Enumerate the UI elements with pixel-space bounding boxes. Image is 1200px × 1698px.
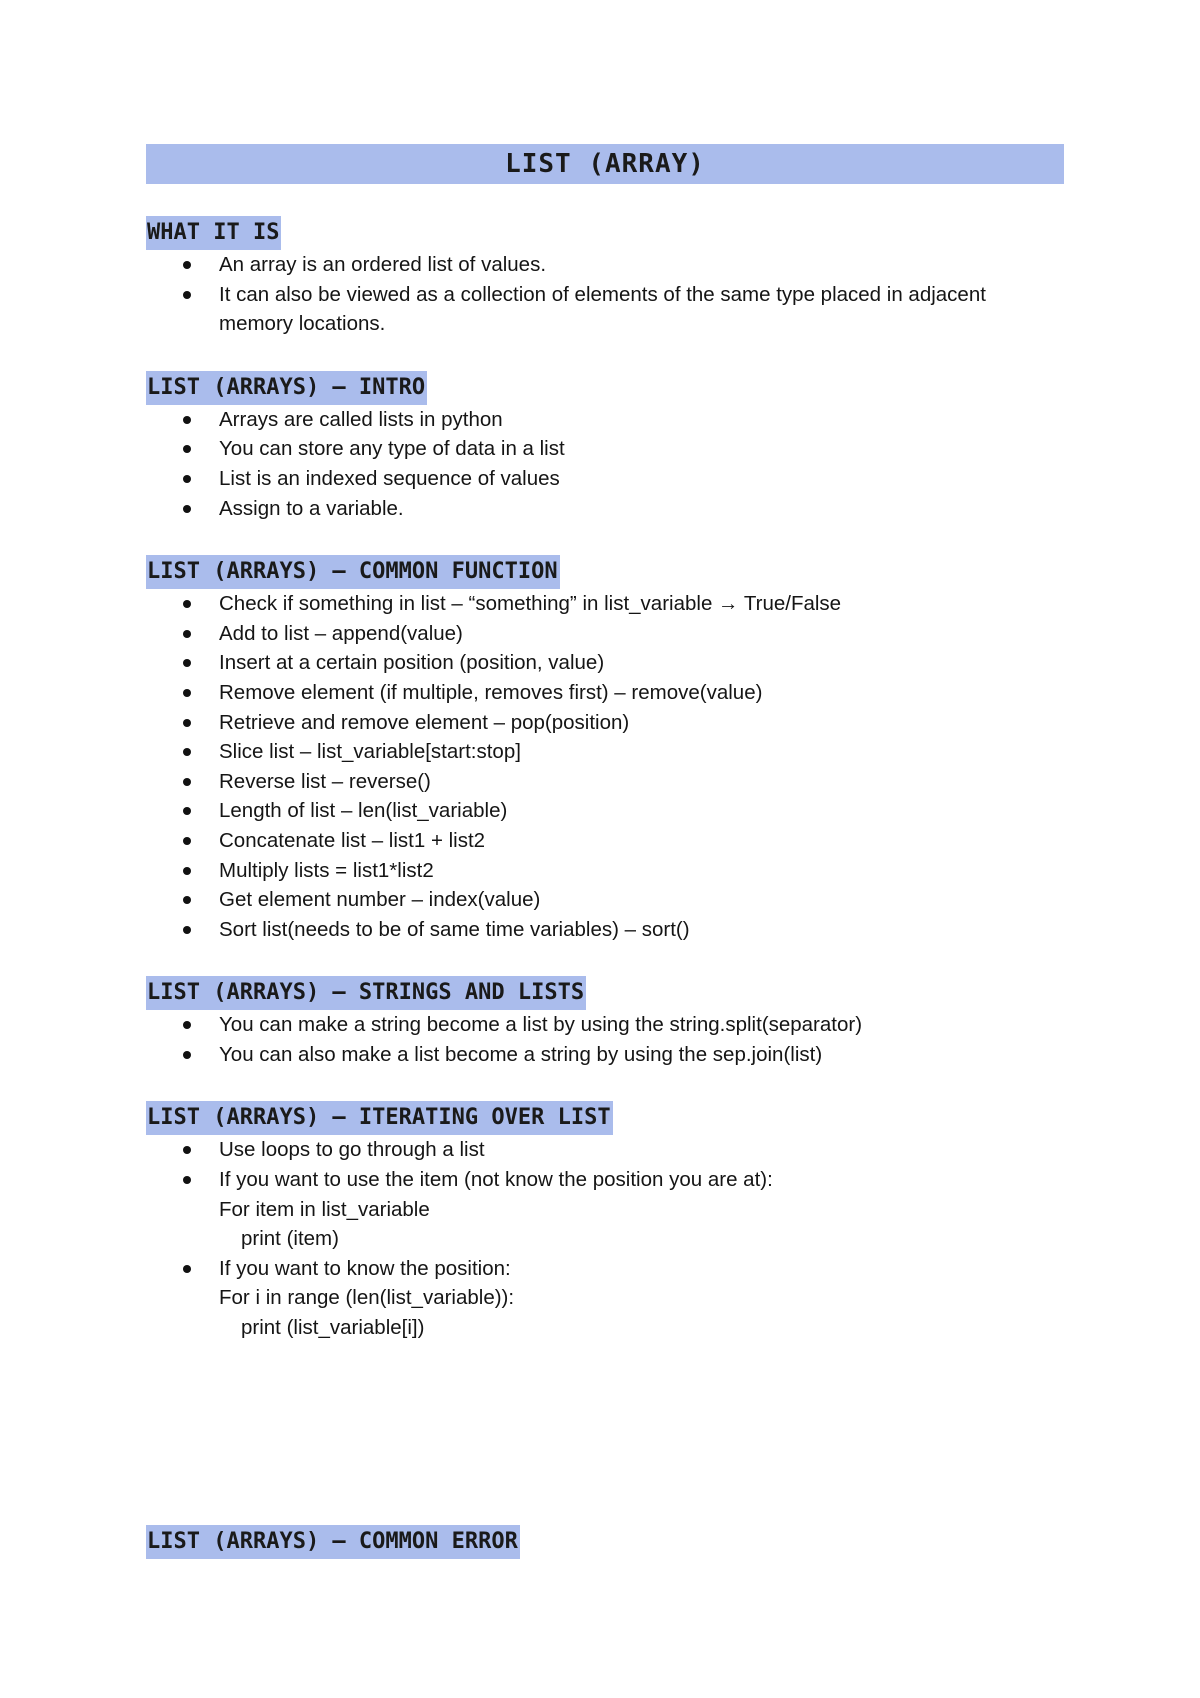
bullet-list xyxy=(146,250,1064,339)
bullet-list xyxy=(146,589,1064,944)
section-heading: WHAT IT IS xyxy=(146,216,281,250)
item-line: If you want to know the position: xyxy=(219,1256,511,1280)
section-intro xyxy=(146,371,1064,523)
section-what-it-is xyxy=(146,216,1064,339)
page-spacer xyxy=(146,1343,1064,1493)
section-iterating-over-list xyxy=(146,1101,1064,1342)
list-item: Add to list – append(value) xyxy=(146,619,1064,649)
list-item: Multiply lists = list1*list2 xyxy=(146,856,1064,886)
list-item: Sort list(needs to be of same time variables) – sort() xyxy=(146,915,1064,945)
list-item: Arrays are called lists in python xyxy=(146,405,1064,435)
document-title: LIST (ARRAY) xyxy=(146,144,1064,184)
section-heading: LIST (ARRAYS) – COMMON FUNCTION xyxy=(146,555,560,589)
list-item: Retrieve and remove element – pop(position) xyxy=(146,708,1064,738)
document-page xyxy=(146,144,1064,1559)
list-item: Insert at a certain position (position, value) xyxy=(146,648,1064,678)
list-item xyxy=(146,1165,1064,1254)
list-item: It can also be viewed as a collection of elements of the same type placed in adjacent memory locations. xyxy=(146,280,1064,339)
code-line: print (item) xyxy=(241,1227,339,1251)
section-heading: LIST (ARRAYS) – STRINGS AND LISTS xyxy=(146,976,586,1010)
code-line: For item in list_variable xyxy=(219,1197,430,1221)
list-item: You can also make a list become a string by using the sep.join(list) xyxy=(146,1040,1064,1070)
section-heading: LIST (ARRAYS) – COMMON ERROR xyxy=(146,1525,520,1559)
list-item xyxy=(146,1254,1064,1343)
list-item: List is an indexed sequence of values xyxy=(146,464,1064,494)
list-item: Remove element (if multiple, removes first) – remove(value) xyxy=(146,678,1064,708)
section-heading: LIST (ARRAYS) – ITERATING OVER LIST xyxy=(146,1101,613,1135)
list-item: Slice list – list_variable[start:stop] xyxy=(146,737,1064,767)
section-heading: LIST (ARRAYS) – INTRO xyxy=(146,371,427,405)
list-item: Length of list – len(list_variable) xyxy=(146,796,1064,826)
bullet-list xyxy=(146,1135,1064,1342)
item-line: If you want to use the item (not know the position you are at): xyxy=(219,1168,773,1192)
list-item: An array is an ordered list of values. xyxy=(146,250,1064,280)
list-item: Assign to a variable. xyxy=(146,494,1064,524)
list-item: Use loops to go through a list xyxy=(146,1135,1064,1165)
list-item: Reverse list – reverse() xyxy=(146,767,1064,797)
section-common-function xyxy=(146,555,1064,944)
bullet-list xyxy=(146,1010,1064,1069)
list-item: You can make a string become a list by using the string.split(separator) xyxy=(146,1010,1064,1040)
bullet-list xyxy=(146,405,1064,523)
section-common-error xyxy=(146,1525,1064,1559)
list-item: You can store any type of data in a list xyxy=(146,434,1064,464)
list-item: Check if something in list – “something” in list_variable → True/False xyxy=(146,589,1064,619)
code-line: For i in range (len(list_variable)): xyxy=(219,1286,515,1310)
list-item: Get element number – index(value) xyxy=(146,885,1064,915)
code-line: print (list_variable[i]) xyxy=(241,1316,425,1340)
section-strings-and-lists xyxy=(146,976,1064,1069)
list-item: Concatenate list – list1 + list2 xyxy=(146,826,1064,856)
